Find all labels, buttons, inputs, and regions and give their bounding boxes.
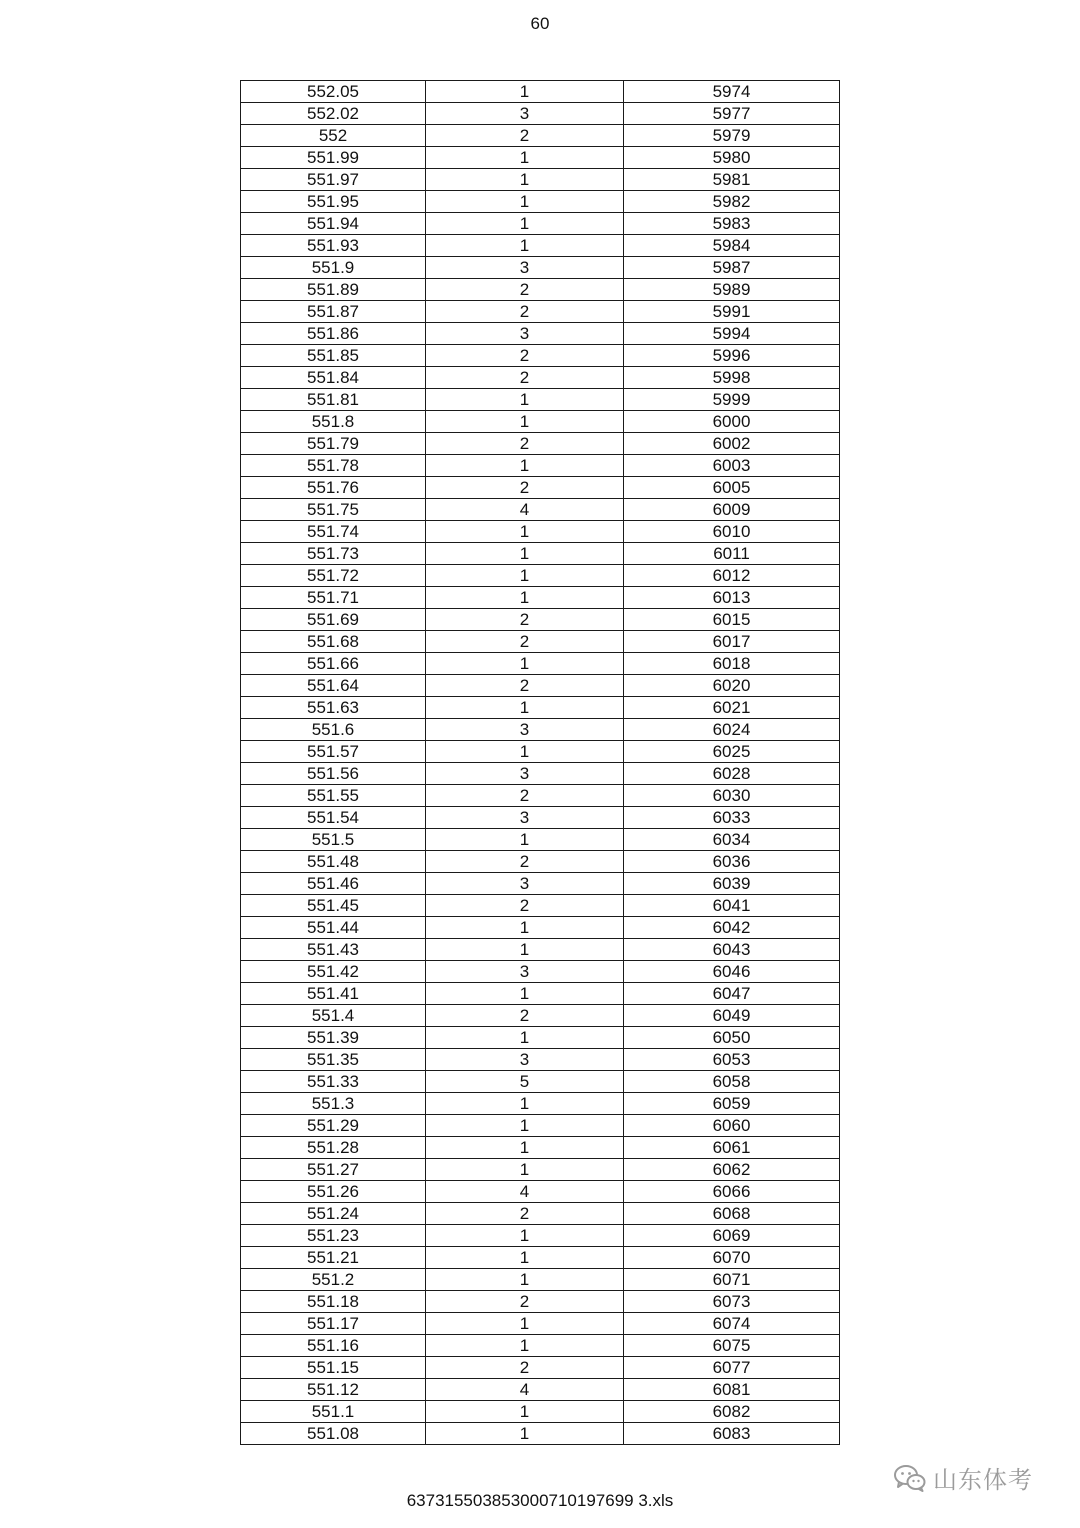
cumulative-cell: 6005: [624, 477, 840, 499]
cumulative-cell: 6025: [624, 741, 840, 763]
cumulative-cell: 5977: [624, 103, 840, 125]
table-row: [241, 279, 840, 301]
count-cell: 3: [426, 719, 624, 741]
cumulative-cell: 6047: [624, 983, 840, 1005]
table-row: [241, 1313, 840, 1335]
cumulative-cell: 6021: [624, 697, 840, 719]
cumulative-cell: 6070: [624, 1247, 840, 1269]
cumulative-cell: 6011: [624, 543, 840, 565]
count-cell: 5: [426, 1071, 624, 1093]
cumulative-cell: 6018: [624, 653, 840, 675]
score-cell: 551.15: [241, 1357, 426, 1379]
count-cell: 1: [426, 939, 624, 961]
cumulative-cell: 6024: [624, 719, 840, 741]
cumulative-cell: 6012: [624, 565, 840, 587]
count-cell: 1: [426, 521, 624, 543]
cumulative-cell: 6042: [624, 917, 840, 939]
score-cell: 551.2: [241, 1269, 426, 1291]
table-row: [241, 477, 840, 499]
cumulative-cell: 6034: [624, 829, 840, 851]
cumulative-cell: 6030: [624, 785, 840, 807]
count-cell: 1: [426, 235, 624, 257]
count-cell: 1: [426, 191, 624, 213]
count-cell: 1: [426, 1137, 624, 1159]
table-row: [241, 1335, 840, 1357]
count-cell: 2: [426, 345, 624, 367]
count-cell: 1: [426, 565, 624, 587]
score-cell: 551.33: [241, 1071, 426, 1093]
score-cell: 551.26: [241, 1181, 426, 1203]
cumulative-cell: 6071: [624, 1269, 840, 1291]
table-row: [241, 631, 840, 653]
cumulative-cell: 6015: [624, 609, 840, 631]
table-row: [241, 389, 840, 411]
table-row: [241, 323, 840, 345]
table-row: [241, 213, 840, 235]
count-cell: 4: [426, 1379, 624, 1401]
table-row: [241, 1027, 840, 1049]
table-row: [241, 1203, 840, 1225]
score-cell: 551.85: [241, 345, 426, 367]
table-row: [241, 257, 840, 279]
cumulative-cell: 6041: [624, 895, 840, 917]
table-row: [241, 125, 840, 147]
score-cell: 551.45: [241, 895, 426, 917]
score-cell: 551.72: [241, 565, 426, 587]
score-table: [240, 80, 840, 1445]
count-cell: 1: [426, 169, 624, 191]
table-row: [241, 1379, 840, 1401]
cumulative-cell: 6059: [624, 1093, 840, 1115]
score-cell: 551.97: [241, 169, 426, 191]
table-row: [241, 1181, 840, 1203]
table-row: [241, 587, 840, 609]
count-cell: 3: [426, 873, 624, 895]
table-row: [241, 235, 840, 257]
cumulative-cell: 6020: [624, 675, 840, 697]
table-row: [241, 1401, 840, 1423]
cumulative-cell: 6050: [624, 1027, 840, 1049]
table-row: [241, 521, 840, 543]
score-cell: 551.43: [241, 939, 426, 961]
count-cell: 1: [426, 653, 624, 675]
table-row: [241, 367, 840, 389]
score-cell: 551.87: [241, 301, 426, 323]
count-cell: 1: [426, 587, 624, 609]
cumulative-cell: 5982: [624, 191, 840, 213]
score-cell: 551.76: [241, 477, 426, 499]
score-cell: 552.02: [241, 103, 426, 125]
table-row: [241, 1159, 840, 1181]
cumulative-cell: 5996: [624, 345, 840, 367]
table-row: [241, 1247, 840, 1269]
cumulative-cell: 6003: [624, 455, 840, 477]
cumulative-cell: 6081: [624, 1379, 840, 1401]
cumulative-cell: 5998: [624, 367, 840, 389]
score-cell: 551.63: [241, 697, 426, 719]
score-cell: 552: [241, 125, 426, 147]
cumulative-cell: 6077: [624, 1357, 840, 1379]
count-cell: 4: [426, 499, 624, 521]
table-body: [241, 81, 840, 1445]
score-cell: 551.8: [241, 411, 426, 433]
score-cell: 551.16: [241, 1335, 426, 1357]
count-cell: 3: [426, 807, 624, 829]
table-row: [241, 345, 840, 367]
score-cell: 551.79: [241, 433, 426, 455]
count-cell: 1: [426, 829, 624, 851]
cumulative-cell: 6036: [624, 851, 840, 873]
table-row: [241, 1071, 840, 1093]
score-cell: 551.35: [241, 1049, 426, 1071]
count-cell: 1: [426, 1335, 624, 1357]
count-cell: 2: [426, 1357, 624, 1379]
cumulative-cell: 6028: [624, 763, 840, 785]
cumulative-cell: 5999: [624, 389, 840, 411]
count-cell: 1: [426, 1313, 624, 1335]
count-cell: 2: [426, 895, 624, 917]
table-row: [241, 1423, 840, 1445]
score-cell: 551.55: [241, 785, 426, 807]
count-cell: 1: [426, 1115, 624, 1137]
score-cell: 551.71: [241, 587, 426, 609]
count-cell: 1: [426, 213, 624, 235]
score-cell: 551.18: [241, 1291, 426, 1313]
score-cell: 551.69: [241, 609, 426, 631]
count-cell: 2: [426, 609, 624, 631]
score-cell: 551.84: [241, 367, 426, 389]
count-cell: 3: [426, 961, 624, 983]
cumulative-cell: 5991: [624, 301, 840, 323]
score-cell: 551.4: [241, 1005, 426, 1027]
score-cell: 551.66: [241, 653, 426, 675]
count-cell: 1: [426, 1247, 624, 1269]
table-row: [241, 675, 840, 697]
score-cell: 551.95: [241, 191, 426, 213]
table-row: [241, 873, 840, 895]
cumulative-cell: 5980: [624, 147, 840, 169]
cumulative-cell: 6066: [624, 1181, 840, 1203]
score-cell: 551.81: [241, 389, 426, 411]
table-row: [241, 1115, 840, 1137]
table-row: [241, 697, 840, 719]
table-row: [241, 939, 840, 961]
cumulative-cell: 6053: [624, 1049, 840, 1071]
wechat-icon: [893, 1464, 927, 1492]
table-row: [241, 1137, 840, 1159]
score-cell: 551.54: [241, 807, 426, 829]
cumulative-cell: 6069: [624, 1225, 840, 1247]
cumulative-cell: 6046: [624, 961, 840, 983]
score-cell: 551.08: [241, 1423, 426, 1445]
count-cell: 1: [426, 741, 624, 763]
count-cell: 1: [426, 411, 624, 433]
table-row: [241, 81, 840, 103]
table-row: [241, 455, 840, 477]
count-cell: 1: [426, 983, 624, 1005]
table-row: [241, 763, 840, 785]
count-cell: 1: [426, 1401, 624, 1423]
table-row: [241, 851, 840, 873]
table-row: [241, 719, 840, 741]
score-cell: 551.21: [241, 1247, 426, 1269]
score-cell: 551.28: [241, 1137, 426, 1159]
cumulative-cell: 6000: [624, 411, 840, 433]
count-cell: 2: [426, 1203, 624, 1225]
watermark: [893, 1460, 1033, 1495]
score-cell: 551.39: [241, 1027, 426, 1049]
count-cell: 1: [426, 1027, 624, 1049]
score-cell: 551.68: [241, 631, 426, 653]
score-cell: 551.89: [241, 279, 426, 301]
cumulative-cell: 6082: [624, 1401, 840, 1423]
count-cell: 2: [426, 1005, 624, 1027]
count-cell: 1: [426, 1225, 624, 1247]
count-cell: 2: [426, 279, 624, 301]
score-cell: 551.86: [241, 323, 426, 345]
page-number: 60: [530, 14, 550, 33]
count-cell: 1: [426, 1159, 624, 1181]
score-cell: 551.74: [241, 521, 426, 543]
cumulative-cell: 6033: [624, 807, 840, 829]
score-cell: 551.5: [241, 829, 426, 851]
score-cell: 551.9: [241, 257, 426, 279]
score-cell: 551.12: [241, 1379, 426, 1401]
table-row: [241, 1049, 840, 1071]
count-cell: 1: [426, 543, 624, 565]
count-cell: 2: [426, 125, 624, 147]
footer-filename: 637315503853000710197699 3.xls: [406, 1491, 674, 1510]
score-cell: 551.44: [241, 917, 426, 939]
score-cell: 551.27: [241, 1159, 426, 1181]
table-row: [241, 609, 840, 631]
table-row: [241, 1291, 840, 1313]
cumulative-cell: 6068: [624, 1203, 840, 1225]
score-cell: 551.29: [241, 1115, 426, 1137]
cumulative-cell: 6062: [624, 1159, 840, 1181]
count-cell: 2: [426, 785, 624, 807]
cumulative-cell: 5979: [624, 125, 840, 147]
cumulative-cell: 5984: [624, 235, 840, 257]
table-row: [241, 741, 840, 763]
table-row: [241, 411, 840, 433]
score-cell: 551.64: [241, 675, 426, 697]
table-row: [241, 785, 840, 807]
count-cell: 1: [426, 1093, 624, 1115]
table-row: [241, 1005, 840, 1027]
cumulative-cell: 5987: [624, 257, 840, 279]
cumulative-cell: 6075: [624, 1335, 840, 1357]
cumulative-cell: 6010: [624, 521, 840, 543]
cumulative-cell: 6013: [624, 587, 840, 609]
score-cell: 551.75: [241, 499, 426, 521]
count-cell: 1: [426, 1423, 624, 1445]
count-cell: 2: [426, 851, 624, 873]
score-cell: 551.1: [241, 1401, 426, 1423]
score-cell: 551.6: [241, 719, 426, 741]
cumulative-cell: 5981: [624, 169, 840, 191]
table-row: [241, 565, 840, 587]
cumulative-cell: 5994: [624, 323, 840, 345]
score-cell: 552.05: [241, 81, 426, 103]
table-row: [241, 807, 840, 829]
count-cell: 2: [426, 477, 624, 499]
cumulative-cell: 6002: [624, 433, 840, 455]
count-cell: 2: [426, 631, 624, 653]
cumulative-cell: 5974: [624, 81, 840, 103]
table-row: [241, 1093, 840, 1115]
count-cell: 2: [426, 1291, 624, 1313]
table-row: [241, 829, 840, 851]
count-cell: 1: [426, 147, 624, 169]
score-cell: 551.3: [241, 1093, 426, 1115]
count-cell: 2: [426, 301, 624, 323]
table-row: [241, 1225, 840, 1247]
cumulative-cell: 6083: [624, 1423, 840, 1445]
cumulative-cell: 6009: [624, 499, 840, 521]
table-row: [241, 543, 840, 565]
count-cell: 1: [426, 917, 624, 939]
count-cell: 1: [426, 1269, 624, 1291]
cumulative-cell: 6039: [624, 873, 840, 895]
count-cell: 4: [426, 1181, 624, 1203]
cumulative-cell: 6073: [624, 1291, 840, 1313]
score-cell: 551.93: [241, 235, 426, 257]
cumulative-cell: 6060: [624, 1115, 840, 1137]
score-cell: 551.78: [241, 455, 426, 477]
score-cell: 551.99: [241, 147, 426, 169]
table-row: [241, 499, 840, 521]
cumulative-cell: 5983: [624, 213, 840, 235]
score-cell: 551.57: [241, 741, 426, 763]
score-cell: 551.73: [241, 543, 426, 565]
score-cell: 551.94: [241, 213, 426, 235]
table-row: [241, 895, 840, 917]
cumulative-cell: 6017: [624, 631, 840, 653]
score-cell: 551.17: [241, 1313, 426, 1335]
count-cell: 3: [426, 1049, 624, 1071]
table-row: [241, 653, 840, 675]
count-cell: 2: [426, 675, 624, 697]
score-cell: 551.41: [241, 983, 426, 1005]
count-cell: 3: [426, 323, 624, 345]
cumulative-cell: 6061: [624, 1137, 840, 1159]
count-cell: 1: [426, 455, 624, 477]
table-row: [241, 1269, 840, 1291]
table-row: [241, 147, 840, 169]
table-row: [241, 1357, 840, 1379]
count-cell: 3: [426, 763, 624, 785]
table-row: [241, 961, 840, 983]
table-row: [241, 301, 840, 323]
cumulative-cell: 6058: [624, 1071, 840, 1093]
score-cell: 551.23: [241, 1225, 426, 1247]
table-row: [241, 169, 840, 191]
count-cell: 3: [426, 103, 624, 125]
watermark-text: 山东体考: [933, 1466, 1033, 1494]
cumulative-cell: 6074: [624, 1313, 840, 1335]
cumulative-cell: 6043: [624, 939, 840, 961]
cumulative-cell: 6049: [624, 1005, 840, 1027]
table-row: [241, 191, 840, 213]
count-cell: 1: [426, 389, 624, 411]
score-cell: 551.56: [241, 763, 426, 785]
score-cell: 551.42: [241, 961, 426, 983]
score-cell: 551.48: [241, 851, 426, 873]
table-row: [241, 433, 840, 455]
table-row: [241, 103, 840, 125]
cumulative-cell: 5989: [624, 279, 840, 301]
score-cell: 551.24: [241, 1203, 426, 1225]
score-cell: 551.46: [241, 873, 426, 895]
table-row: [241, 983, 840, 1005]
count-cell: 1: [426, 81, 624, 103]
count-cell: 3: [426, 257, 624, 279]
count-cell: 2: [426, 433, 624, 455]
count-cell: 2: [426, 367, 624, 389]
table-row: [241, 917, 840, 939]
count-cell: 1: [426, 697, 624, 719]
